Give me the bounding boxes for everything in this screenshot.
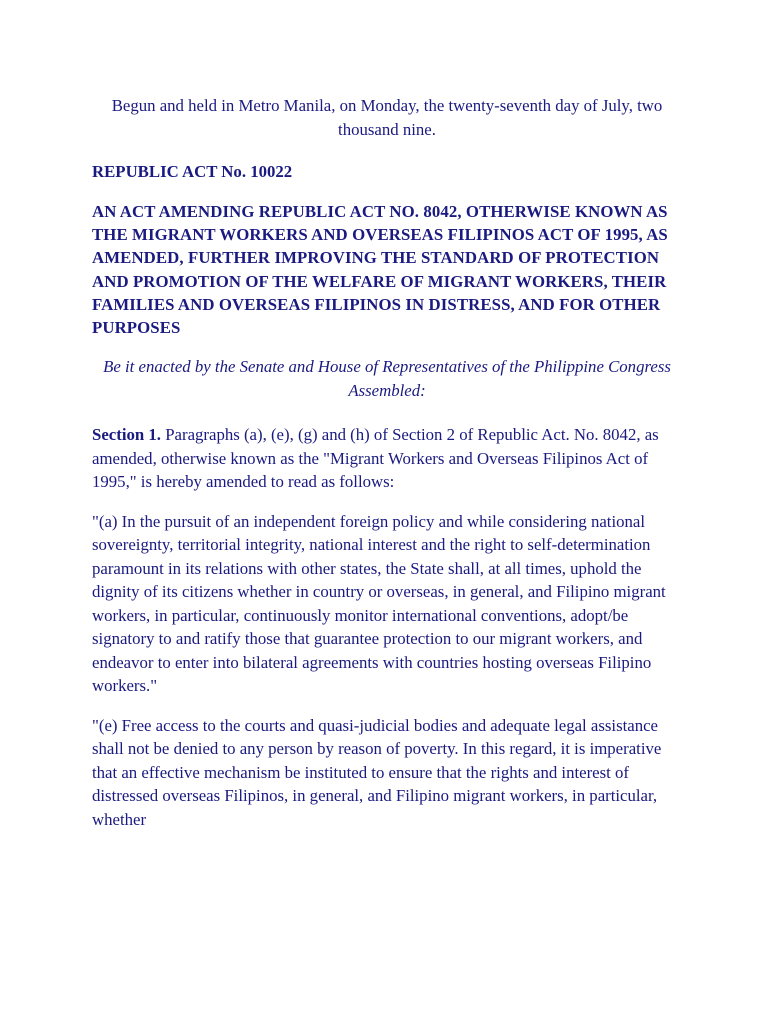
paragraph-a: "(a) In the pursuit of an independent foreign policy and while considering national sovereignty, territorial integrity, national interest and the right to self-determination paramount in its relations with other states, the State shall, at all times, uphold the dignity of its citizens whether in country or overseas, in general, and Filipino migrant workers, in particular, continuously monitor international conventions, adopt/be signatory to and ratify those that guarantee protection to our migrant workers, and endeavor to enter into bilateral agreements with countries hosting overseas Filipino workers." (92, 511, 666, 696)
act-number: REPUBLIC ACT No. 10022 (92, 162, 293, 181)
act-title: AN ACT AMENDING REPUBLIC ACT NO. 8042, OTHERWISE KNOWN AS THE MIGRANT WORKERS AND OVERSEAS FILIPINOS ACT OF 1995, AS AMENDED, FURTHER IMPROVING THE STANDARD OF PROTECTION AND PROMOTION OF THE WELFARE OF MIGRANT WORKERS, THEIR FAMILIES AND OVERSEAS FILIPINOS IN DISTRESS, AND FOR OTHER PURPOSES (92, 202, 668, 338)
document-page (92, 94, 682, 847)
section-1-text: Paragraphs (a), (e), (g) and (h) of Section 2 of Republic Act. No. 8042, as amended, otherwise known as the "Migrant Workers and Overseas Filipinos Act of 1995," is hereby amended to read as follows: (92, 425, 659, 492)
enacting-clause: Be it enacted by the Senate and House of Representatives of the Philippine Congress Assembled: (103, 357, 671, 401)
intro-text: Begun and held in Metro Manila, on Monday, the twenty-seventh day of July, two thousand nine. (111, 96, 663, 139)
section-1-label: Section 1. (92, 425, 161, 445)
section-1-paragraph (92, 423, 682, 494)
paragraph-e: "(e) Free access to the courts and quasi-judicial bodies and adequate legal assistance shall not be denied to any person by reason of poverty. In this regard, it is imperative that an effective mechanism be instituted to ensure that the rights and interest of distressed overseas Filipinos, in general, and Filipino migrant workers, in particular, whether (92, 715, 662, 829)
